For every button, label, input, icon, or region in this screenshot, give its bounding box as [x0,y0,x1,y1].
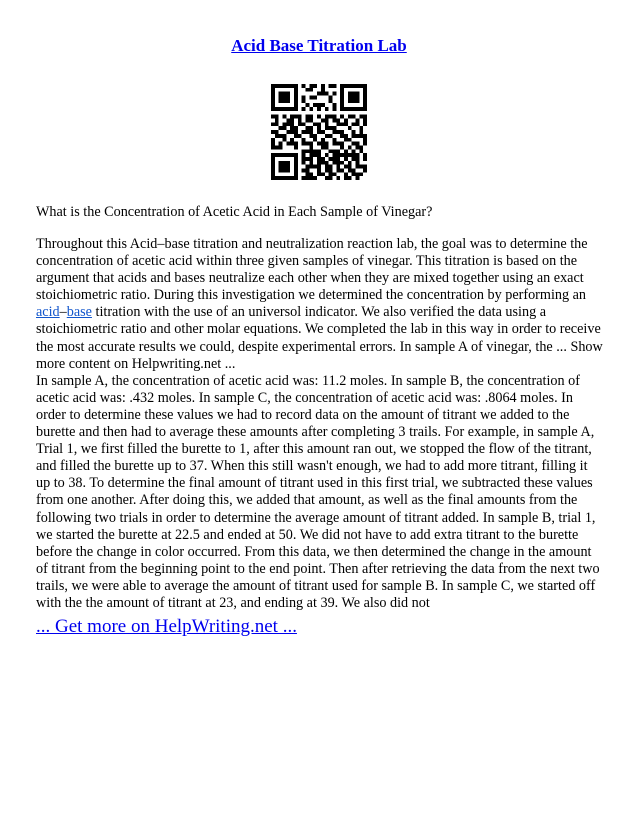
base-link[interactable]: base [66,304,92,321]
intro-text-start: Throughout this Acid–base titration and neutralization reaction lab, the goal was to determine the concentration of acetic acid within three given samples of vinegar. This titration is based on the argument that acids and bases neutralize each other when they are mixed together using an exact stoichiometric ratio. During this investigation we determined the concentration by performing an [36,236,588,304]
paragraph-results: In sample A, the concentration of acetic acid was: 11.2 moles. In sample B, the concentration of acetic acid was: .432 moles. In sample C, the concentration of acetic acid was: .8064 moles. In order to determine these values we had to record data on the amount of titrant we added to the burette and then had to average these amounts after completing 3 trails. For example, in sample A, Trial 1, we first filled the burette to 1, after this amount ran out, we stopped the flow of the titrant, and filled the burette up to 37. When this still wasn't enough, we had to add more titrant, filling it up to 38. To determine the final amount of titrant used in this first trial, we subtracted these values from one another. After doing this, we added that amount, as well as the final amounts from the following two trials in order to determine the average amount of titrant added. In sample B, trial 1, we started the burette at 22.5 and ended at 50. We did not have to add extra titrant to the burette before the change in color occurred. From this data, we then determined the change in the amount of titrant from the beginning point to the end point. Then after retrieving the data from the next two trails, we were able to average the amount of titrant used for sample B. In sample C, we started off with the the amount of titrant at 23, and ending at 39. We also did not [36,372,600,611]
intro-text-end: titration with the use of an universol indicator. We also verified the data using a stoichiometric ratio and other molar equations. We completed the lab in this way in order to receive the most accurate results we could, despite experimental errors. In sample A of vinegar, the ... Show more content on Helpwriting.net ... [36,304,603,372]
acid-link[interactable]: acid [36,304,60,321]
get-more-link[interactable]: ... Get more on HelpWriting.net ... [36,616,297,637]
page-title-link[interactable]: Acid Base Titration Lab [231,36,407,55]
qr-code-icon [271,84,367,180]
question-heading: What is the Concentration of Acetic Acid in Each Sample of Vinegar? [36,204,433,220]
link-dash: – [59,304,67,321]
paragraph-intro [36,236,604,373]
article-body [36,236,604,612]
